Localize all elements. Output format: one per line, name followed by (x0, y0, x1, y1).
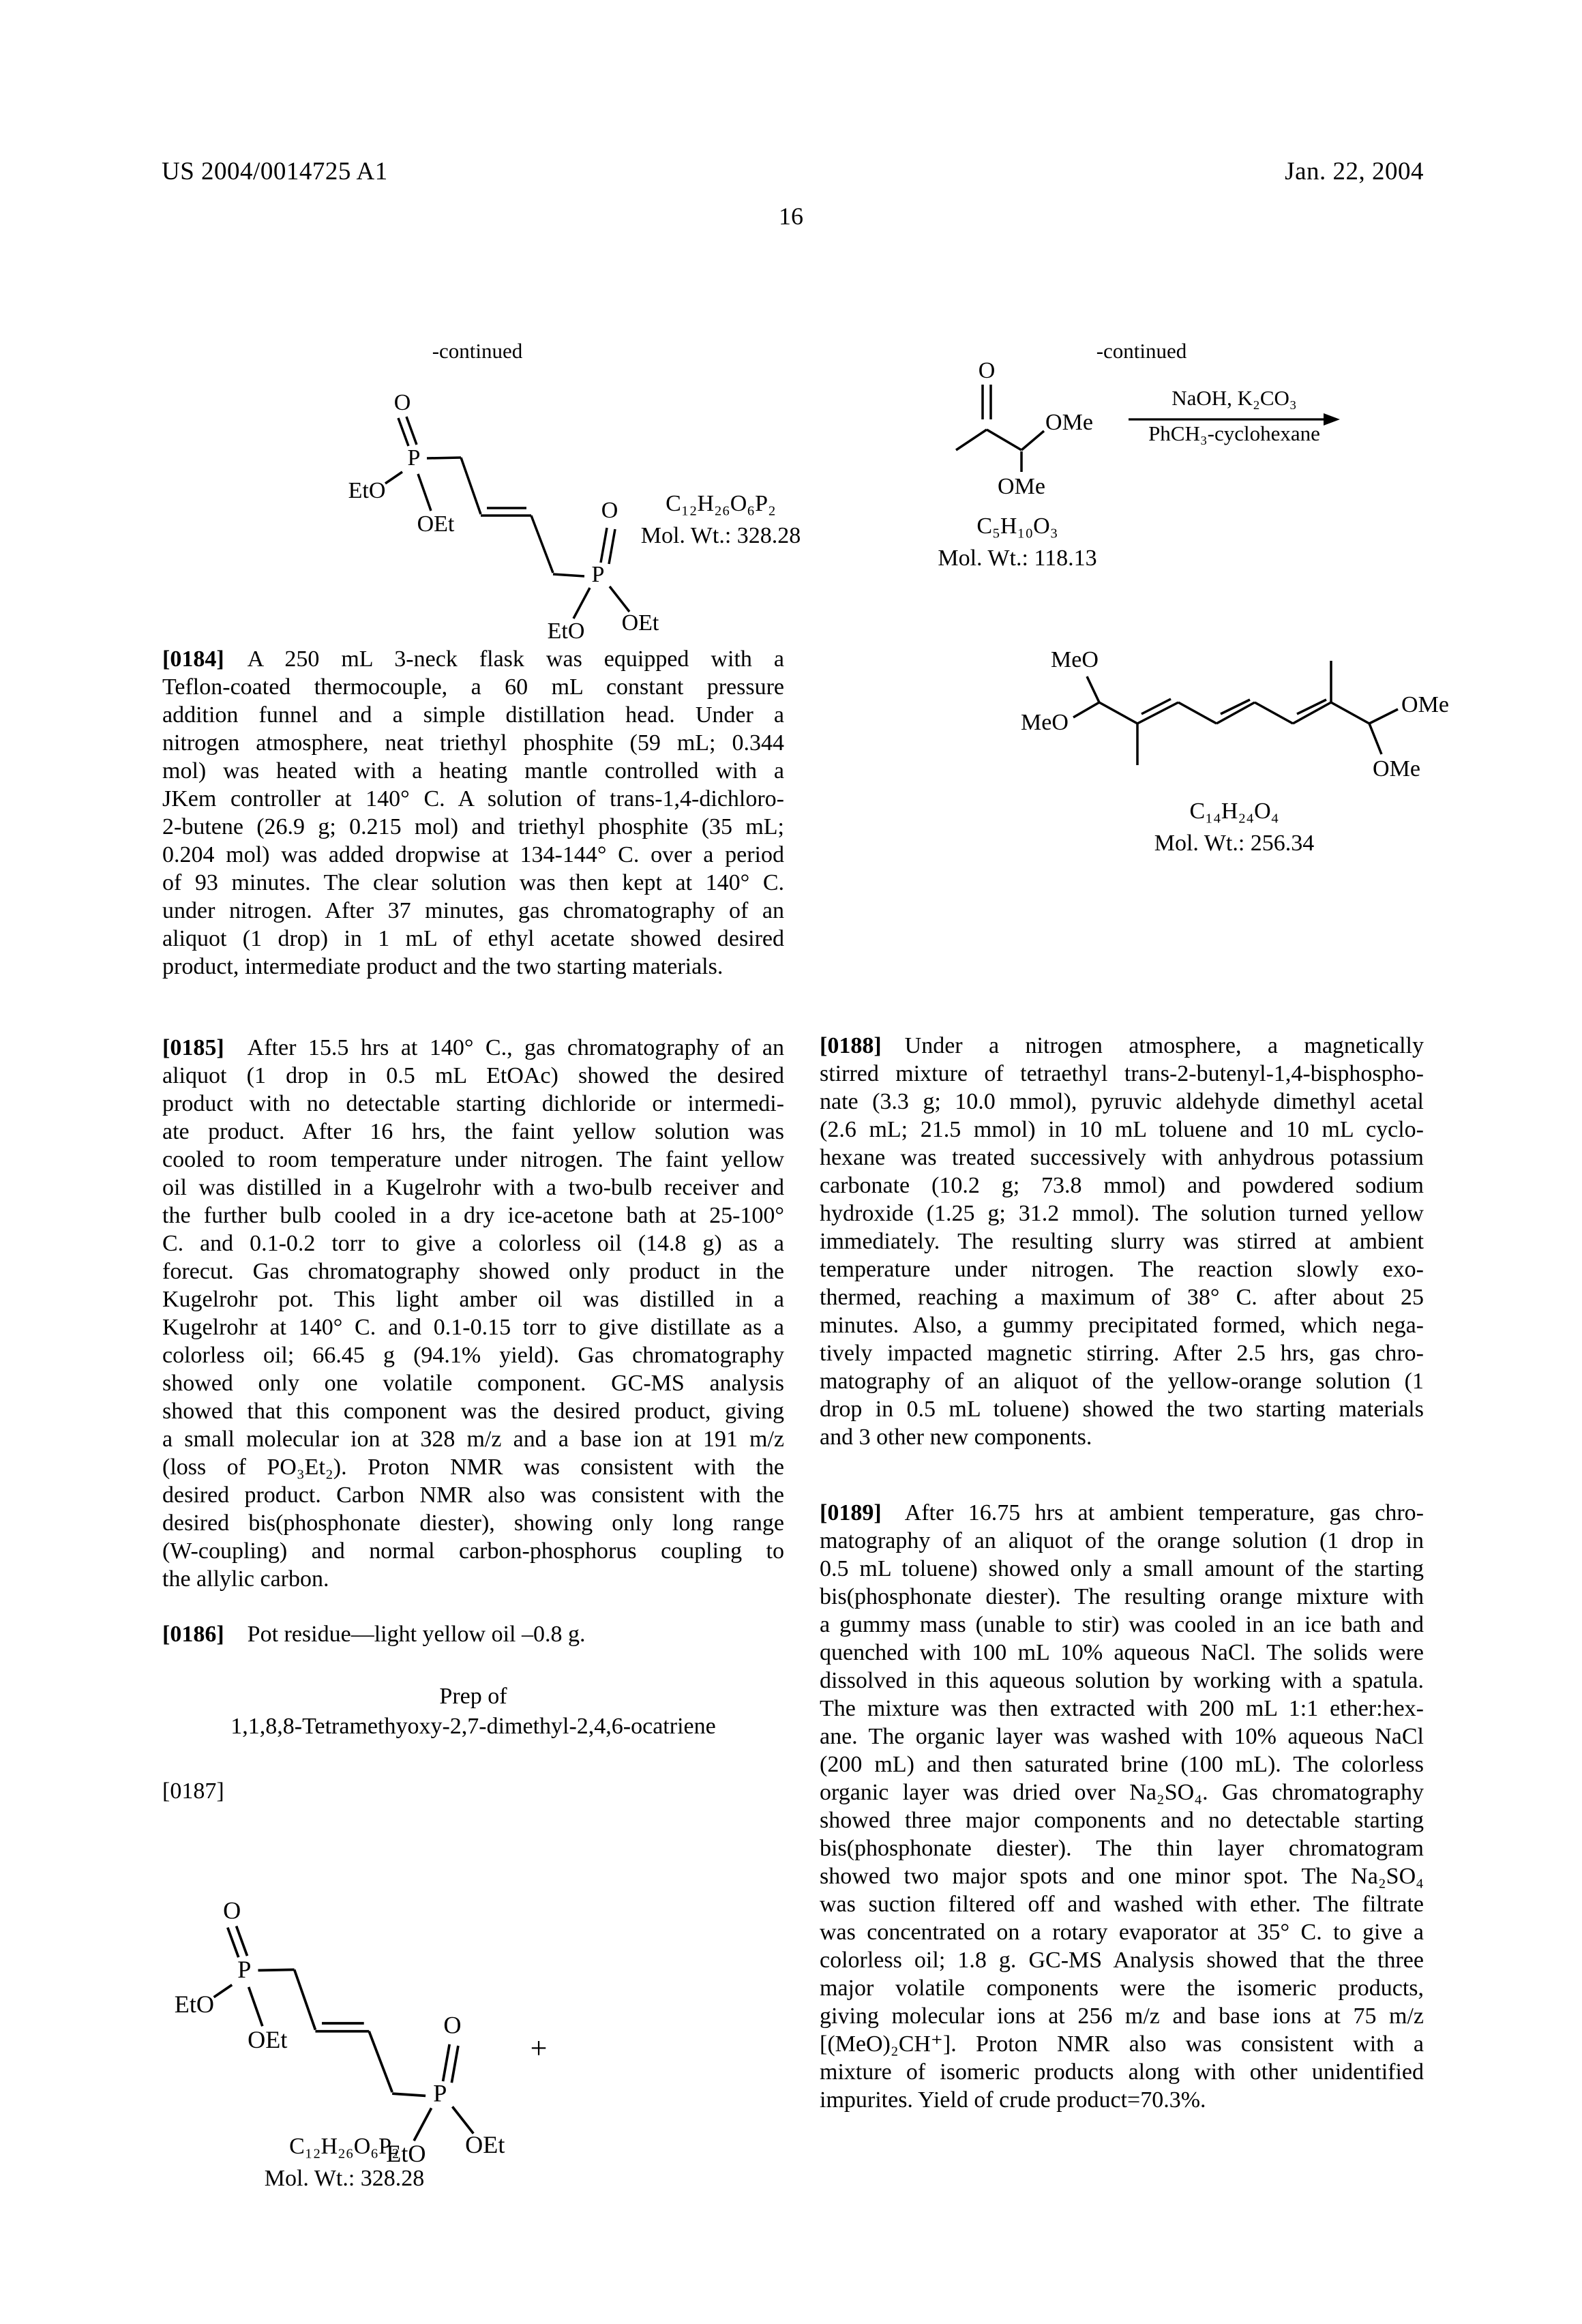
atom-label-meo-top-left: MeO (1051, 646, 1099, 672)
paragraph-0187 (162, 1777, 784, 1805)
paragraph-line: Teflon-coated thermocouple, a 60 mL constant pressure (162, 674, 784, 700)
paragraph-line: under nitrogen. After 37 minutes, gas chromatography of an (162, 898, 784, 923)
paragraph-line: cooled to room temperature under nitrogen. The faint yellow (162, 1147, 784, 1172)
page-number: 16 (779, 203, 803, 230)
paragraph-line: of 93 minutes. The clear solution was then kept at 140° C. (162, 870, 784, 895)
prep-heading-line1: Prep of (439, 1684, 507, 1709)
paragraph-0188 (820, 1032, 1424, 1451)
paragraph-line: mixture of isomeric products along with other unidentified (820, 2059, 1424, 2085)
molecular-weight: Mol. Wt.: 328.28 (640, 523, 801, 548)
paragraph-line: product, intermediate product and the two starting materials. (162, 954, 723, 979)
formula-block-acetal (915, 510, 1120, 574)
paragraph-line: aliquot (1 drop) in 1 mL of ethyl acetate showed desired (162, 926, 784, 951)
paragraph-line: [0188] Under a nitrogen atmosphere, a magnetically (820, 1033, 1424, 1058)
paragraph-line: (200 mL) and then saturated brine (100 mL). The colorless (820, 1752, 1424, 1777)
paragraph-line: product with no detectable starting dichloride or intermedi- (162, 1091, 784, 1116)
atom-label-p1: P (407, 445, 421, 471)
paragraph-line: (2.6 mL; 21.5 mmol) in 10 mL toluene and 10 mL cyclo- (820, 1117, 1424, 1142)
molecular-weight: Mol. Wt.: 118.13 (938, 546, 1097, 571)
atom-label-ome-bottom-right: OMe (1373, 756, 1420, 781)
paragraph-line: [(MeO)₂CH⁺]. Proton NMR also was consistent with a (820, 2031, 1424, 2057)
paragraph-line: [0184] A 250 mL 3-neck flask was equipped with a (162, 646, 784, 672)
paragraph-line: carbonate (10.2 g; 73.8 mmol) and powdered sodium (820, 1173, 1424, 1198)
atom-label-eto1: EtO (348, 477, 386, 503)
paragraph-line: 0.5 mL toluene) showed only a small amount of the starting (820, 1556, 1424, 1581)
formula-block-octatriene (1132, 795, 1337, 859)
publication-date: Jan. 22, 2004 (1285, 158, 1424, 185)
paragraph-line: immediately. The resulting slurry was stirred at ambient (820, 1229, 1424, 1254)
paragraph-line: hydroxide (1.25 g; 31.2 mmol). The solution turned yellow (820, 1201, 1424, 1226)
paragraph-line: C. and 0.1-0.2 torr to give a colorless oil (14.8 g) as a (162, 1231, 784, 1256)
paragraph-line: was concentrated on a rotary evaporator at 35° C. to give a (820, 1920, 1424, 1945)
paragraph-line: the allylic carbon. (162, 1566, 329, 1592)
paragraph-line: showed three major components and no detectable starting (820, 1808, 1424, 1833)
molecular-formula: C₁₄H₂₄O₄ (1189, 799, 1279, 824)
paragraph-line: showed two major spots and one minor spot. The Na₂SO₄ (820, 1864, 1424, 1889)
prep-heading (162, 1682, 784, 1742)
structure-octatriene-diagram (1016, 634, 1452, 781)
paragraph-line: minutes. Also, a gummy precipitated formed, which nega- (820, 1313, 1424, 1338)
paragraph-line: showed that this component was the desired product, giving (162, 1399, 784, 1424)
paragraph-0189 (820, 1499, 1424, 2114)
paragraph-0184 (162, 645, 784, 981)
atom-label-eto1: EtO (174, 1990, 215, 2018)
paragraph-line: matography of an aliquot of the orange solution (1 drop in (820, 1528, 1424, 1553)
atom-label-oet2: OEt (621, 610, 659, 636)
paragraph-line: ane. The organic layer was washed with 10% aqueous NaCl (820, 1724, 1424, 1749)
paragraph-line: desired bis(phosphonate diester), showing only long range (162, 1510, 784, 1536)
molecular-weight: Mol. Wt.: 256.34 (1154, 831, 1315, 856)
paragraph-line: nate (3.3 g; 10.0 mmol), pyruvic aldehyde dimethyl acetal (820, 1089, 1424, 1114)
atom-label-ome-right: OMe (1045, 409, 1093, 435)
structure-acetal-diagram (934, 355, 1111, 501)
paragraph-line: matography of an aliquot of the yellow-orange solution (1 (820, 1369, 1424, 1394)
publication-number: US 2004/0014725 A1 (162, 158, 388, 185)
formula-block-bisphosphonate (618, 488, 823, 552)
paragraph-line: tively impacted magnetic stirring. After 2.5 hrs, gas chro- (820, 1341, 1424, 1366)
paragraph-line: drop in 0.5 mL toluene) showed the two starting materials (820, 1397, 1424, 1422)
paragraph-line: the further bulb cooled in a dry ice-acetone bath at 25-100° (162, 1203, 784, 1228)
paragraph-line: hexane was treated successively with anhydrous potassium (820, 1145, 1424, 1170)
paragraph-line: was suction filtered off and washed with ether. The filtrate (820, 1892, 1424, 1917)
paragraph-line: nitrogen atmosphere, neat triethyl phosphite (59 mL; 0.344 (162, 730, 784, 756)
paragraph-line: and 3 other new components. (820, 1425, 1092, 1450)
paragraph-0186 (162, 1620, 784, 1648)
atom-label-o2: O (443, 2011, 462, 2039)
paragraph-line: bis(phosphonate diester). The resulting orange mixture with (820, 1584, 1424, 1609)
paragraph-line: (W-coupling) and normal carbon-phosphorus coupling to (162, 1538, 784, 1564)
paragraph-line: colorless oil; 66.45 g (94.1% yield). Gas chromatography (162, 1343, 784, 1368)
atom-label-p2: P (433, 2079, 447, 2107)
paragraph-line: showed only one volatile component. GC-MS analysis (162, 1371, 784, 1396)
paragraph-line: a gummy mass (unable to stir) was cooled in an ice bath and (820, 1612, 1424, 1637)
paragraph-line: quenched with 100 mL 10% aqueous NaCl. The solids were (820, 1640, 1424, 1665)
prep-heading-line2: 1,1,8,8-Tetramethyoxy-2,7-dimethyl-2,4,6-ocatriene (230, 1714, 716, 1739)
molecular-weight: Mol. Wt.: 328.28 (264, 2166, 425, 2191)
atom-label-o1: O (223, 1896, 241, 1924)
paragraph-line: temperature under nitrogen. The reaction slowly exo- (820, 1257, 1424, 1282)
continued-label-right: -continued (1096, 339, 1187, 363)
plus-sign: + (530, 2031, 548, 2065)
molecular-formula: C₅H₁₀O₃ (976, 513, 1058, 539)
atom-label-ome-top-right: OMe (1401, 691, 1449, 717)
atom-label-o1: O (393, 389, 411, 415)
paragraph-line: [0186] Pot residue—light yellow oil –0.8 g. (162, 1622, 586, 1647)
atom-label-o2: O (601, 497, 618, 523)
paragraph-line: (loss of PO₃Et₂). Proton NMR was consistent with the (162, 1455, 784, 1480)
paragraph-line: forecut. Gas chromatography showed only product in the (162, 1259, 784, 1284)
atom-label-ketone-o: O (978, 357, 996, 383)
paragraph-line: dissolved in this aqueous solution by working with a spatula. (820, 1668, 1424, 1693)
paragraph-line: [0185] After 15.5 hrs at 140° C., gas chromatography of an (162, 1035, 784, 1060)
molecular-formula: C₁₂H₂₆O₆P₂ (289, 2134, 400, 2159)
paragraph-line: desired product. Carbon NMR also was consistent with the (162, 1483, 784, 1508)
reaction-solvent: PhCH₃-cyclohexane (1148, 421, 1320, 445)
molecular-formula: C₁₂H₂₆O₆P₂ (666, 491, 776, 516)
paragraph-line: giving molecular ions at 256 m/z and base ions at 75 m/z (820, 2003, 1424, 2029)
paragraph-line: colorless oil; 1.8 g. GC-MS Analysis showed that the three (820, 1948, 1424, 1973)
atom-label-oet2: OEt (465, 2131, 505, 2159)
atom-label-ome-bottom: OMe (998, 473, 1045, 499)
atom-label-p1: P (237, 1955, 252, 1983)
atom-label-meo-left: MeO (1021, 709, 1069, 735)
atom-label-eto2: EtO (386, 2139, 426, 2167)
paragraph-line: organic layer was dried over Na₂SO₄. Gas chromatography (820, 1780, 1424, 1805)
paragraph-line: addition funnel and a simple distillation head. Under a (162, 702, 784, 728)
paragraph-line: mol) was heated with a heating mantle controlled with a (162, 758, 784, 784)
formula-block-bisphosphonate-2 (242, 2130, 447, 2194)
paragraph-line: thermed, reaching a maximum of 38° C. after about 25 (820, 1285, 1424, 1310)
paragraph-line: bis(phosphonate diester). The thin layer chromatogram (820, 1836, 1424, 1861)
paragraph-line: ate product. After 16 hrs, the faint yellow solution was (162, 1119, 784, 1144)
paragraph-line: stirred mixture of tetraethyl trans-2-butenyl-1,4-bisphospho- (820, 1061, 1424, 1086)
paragraph-line: a small molecular ion at 328 m/z and a base ion at 191 m/z (162, 1427, 784, 1452)
paragraph-line: oil was distilled in a Kugelrohr with a two-bulb receiver and (162, 1175, 784, 1200)
paragraph-line: Kugelrohr at 140° C. and 0.1-0.15 torr to give distillate as a (162, 1315, 784, 1340)
paragraph-line: 0.204 mol) was added dropwise at 134-144° C. over a period (162, 842, 784, 867)
atom-label-p2: P (591, 561, 605, 587)
atom-label-oet1: OEt (248, 2025, 288, 2053)
paragraph-line: The mixture was then extracted with 200 mL 1:1 ether:hex- (820, 1696, 1424, 1721)
paragraph-line: impurites. Yield of crude product=70.3%. (820, 2087, 1206, 2113)
atom-label-oet1: OEt (417, 511, 455, 537)
paragraph-line: major volatile components were the isomeric products, (820, 1976, 1424, 2001)
paragraph-line: [0189] After 16.75 hrs at ambient temperature, gas chro- (820, 1500, 1424, 1525)
reaction-reagents: NaOH, K₂CO₃ (1171, 386, 1297, 410)
atom-label-eto2: EtO (547, 618, 585, 644)
continued-label-left: -continued (432, 339, 523, 363)
paragraph-line: aliquot (1 drop in 0.5 mL EtOAc) showed the desired (162, 1063, 784, 1088)
structure-bisphosphonate-diagram-2 (174, 1886, 515, 2172)
paragraph-line: 2-butene (26.9 g; 0.215 mol) and triethyl phosphite (35 mL; (162, 814, 784, 839)
paragraph-line: Kugelrohr pot. This light amber oil was distilled in a (162, 1287, 784, 1312)
paragraph-line: [0187] (162, 1778, 224, 1804)
paragraph-line: JKem controller at 140° C. A solution of trans-1,4-dichloro- (162, 786, 784, 811)
paragraph-0185 (162, 1034, 784, 1593)
